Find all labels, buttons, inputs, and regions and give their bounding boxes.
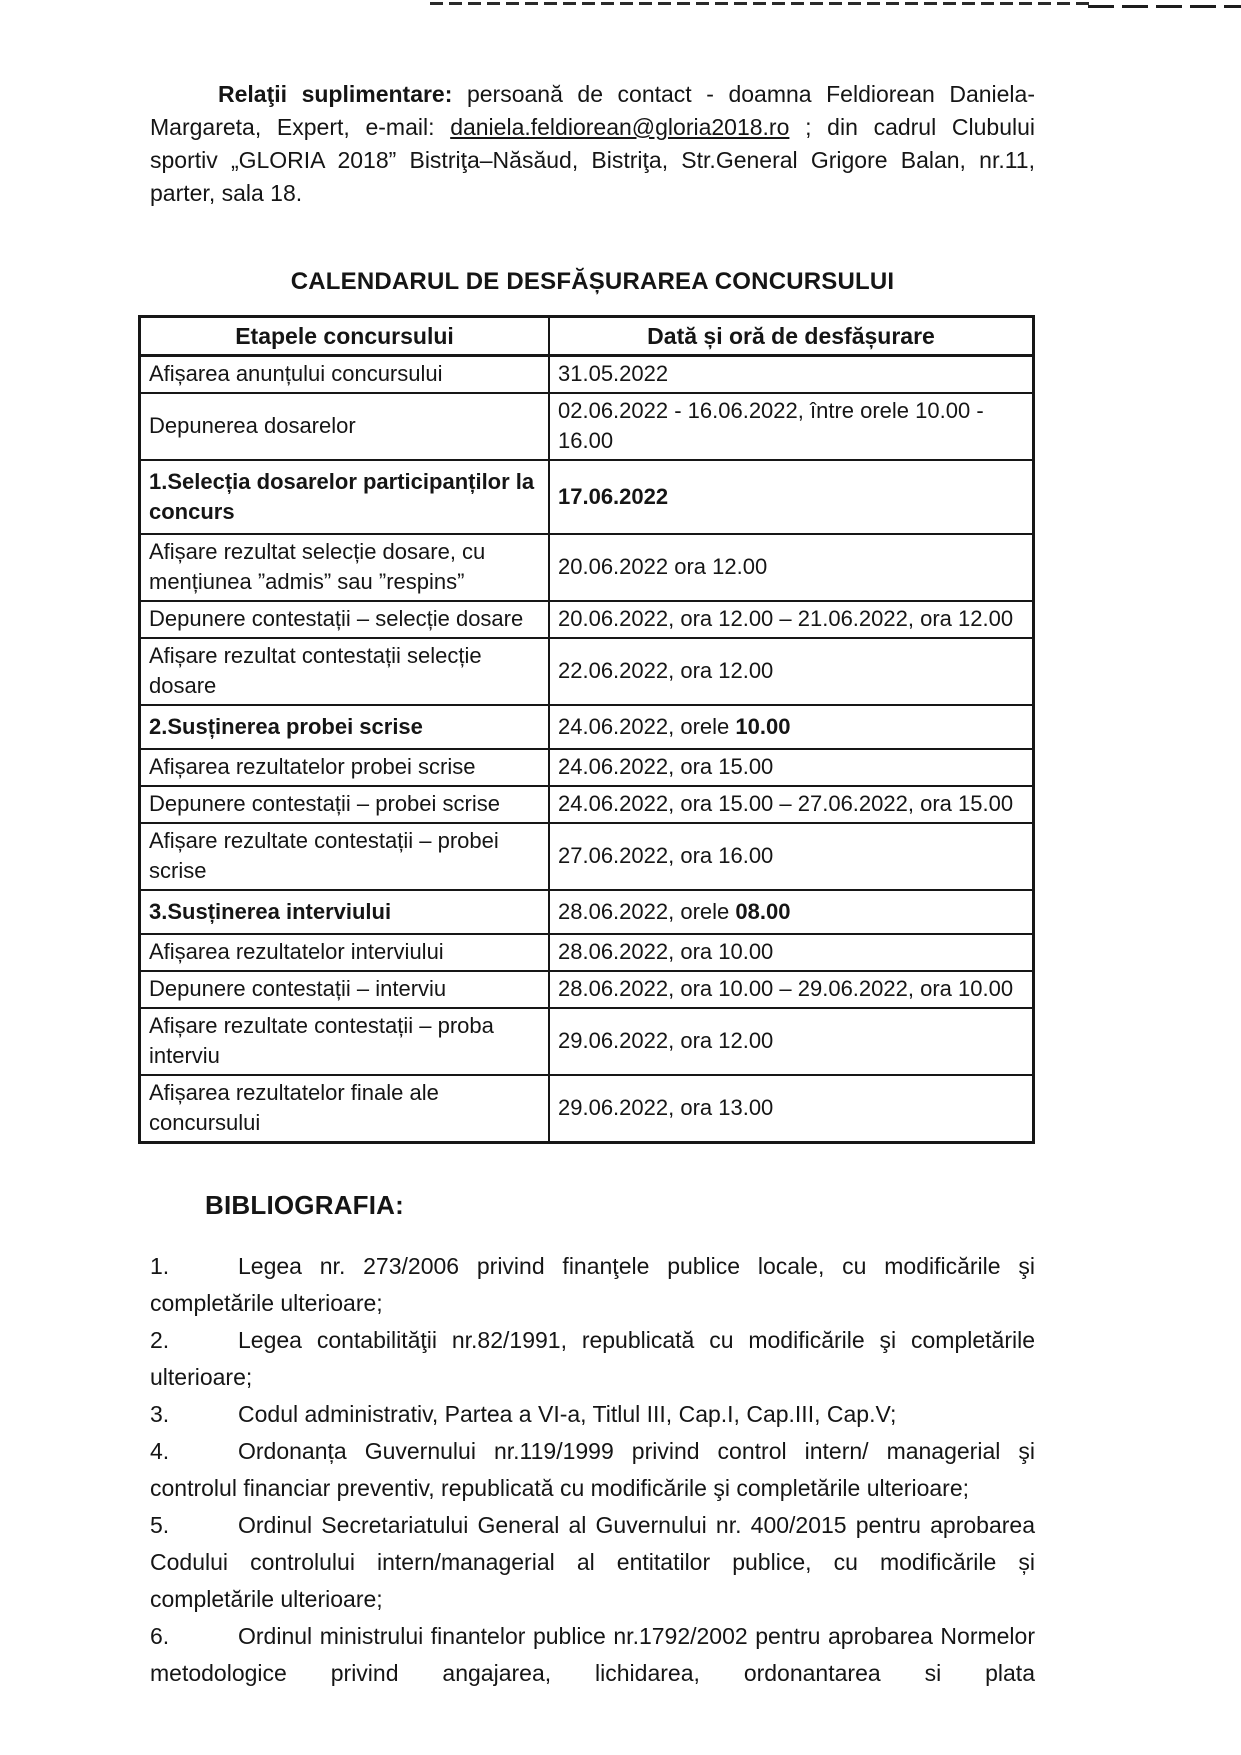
stage-cell: Afișarea rezultatelor finale ale concursului [140,1075,550,1143]
bibliography-item [150,1507,1035,1618]
bibliography-item-number: 6. [150,1623,170,1649]
date-text: 24.06.2022, ora 15.00 [558,754,774,779]
table-row [140,460,1034,534]
column-header-stages: Etapele concursului [140,317,550,356]
bibliography-item-text: Ordonanța Guvernului nr.119/1999 privind control intern/ managerial şi controlul financiar preventiv, republicată cu modificările şi completările ulterioare; [150,1438,1035,1501]
table-row [140,393,1034,460]
stage-cell: Afișarea anunțului concursului [140,356,550,394]
bibliography-item-text: Ordinul ministrului finantelor publice nr.1792/2002 pentru aprobarea Normelor metodologice privind angajarea, lichidarea, ordonantarea si plata [150,1623,1035,1686]
date-text: 29.06.2022, ora 13.00 [558,1095,774,1120]
stage-cell: 3.Susținerea interviului [140,890,550,934]
table-row [140,638,1034,705]
table-row [140,934,1034,971]
bibliography-item-text: Codul administrativ, Partea a VI-a, Titlul III, Cap.I, Cap.III, Cap.V; [238,1401,897,1427]
date-cell [549,749,1034,786]
date-cell [549,934,1034,971]
calendar-title: CALENDARUL DE DESFĂȘURAREA CONCURSULUI [290,268,895,295]
stage-cell: Depunere contestații – probei scrise [140,786,550,823]
date-cell [549,601,1034,638]
date-cell [549,971,1034,1008]
bibliography-item-text: Ordinul Secretariatului General al Guvernului nr. 400/2015 pentru aprobarea Codului controlului intern/managerial al entitatilor publice, cu modificările și completările ulterioare; [150,1512,1035,1612]
bibliography-item-number: 2. [150,1327,170,1353]
table-row [140,1008,1034,1075]
date-text: 28.06.2022, orele [558,899,736,924]
intro-text-before-email: persoană de contact - doamna Feldiorean Daniela-Margareta, Expert, e-mail: [150,81,1035,140]
table-row [140,601,1034,638]
stage-cell: Afișare rezultate contestații – proba interviu [140,1008,550,1075]
date-text: 24.06.2022, ora 15.00 – 27.06.2022, ora 15.00 [558,791,1014,816]
bibliography-item [150,1618,1035,1692]
intro-paragraph [150,78,1035,210]
bibliography-item [150,1433,1035,1507]
calendar-table [138,315,1035,1144]
bibliography-item-text: Legea contabilităţii nr.82/1991, republicată cu modificările şi completările ulterioare; [150,1327,1035,1390]
bibliography-item-number: 3. [150,1401,170,1427]
bibliography-item-number: 5. [150,1512,170,1538]
calendar-table-head [140,317,1034,356]
date-text: 22.06.2022, ora 12.00 [558,658,774,683]
intro-label: Relaţii suplimentare: [218,81,453,107]
table-row [140,890,1034,934]
calendar-table-body [140,356,1034,1143]
date-text: 29.06.2022, ora 12.00 [558,1028,774,1053]
date-cell [549,534,1034,601]
date-text: 20.06.2022, ora 12.00 – 21.06.2022, ora 12.00 [558,606,1014,631]
date-cell [549,890,1034,934]
date-cell [549,1075,1034,1143]
intro-text-after-email: ; din cadrul Clubului sportiv „GLORIA 2018” Bistriţa–Năsăud, Bistriţa, Str.General Grigore Balan, nr.11, parter, sala 18. [150,114,1036,206]
page-content [150,78,1035,1692]
bibliography-item-number: 4. [150,1438,170,1464]
date-cell [549,638,1034,705]
stage-cell: Afișarea rezultatelor interviului [140,934,550,971]
date-text: 17.06.2022 [558,484,669,509]
bibliography-item-text: Legea nr. 273/2006 privind finanţele publice locale, cu modificările şi completările ulterioare; [150,1253,1035,1316]
table-row [140,356,1034,394]
stage-cell: 2.Susținerea probei scrise [140,705,550,749]
stage-cell: Depunerea dosarelor [140,393,550,460]
column-header-date: Dată și oră de desfășurare [549,317,1034,356]
date-text: 31.05.2022 [558,361,669,386]
stage-cell: Depunere contestații – interviu [140,971,550,1008]
scan-artifact-line-2 [1088,5,1241,8]
stage-cell: Afișare rezultat selecție dosare, cu mențiunea ”admis” sau ”respins” [140,534,550,601]
bibliography-item [150,1396,1035,1433]
table-row [140,786,1034,823]
date-text: 20.06.2022 ora 12.00 [558,554,768,579]
date-cell [549,786,1034,823]
date-cell [549,1008,1034,1075]
date-text: 24.06.2022, orele [558,714,736,739]
date-bold-time: 10.00 [735,714,791,739]
table-row [140,534,1034,601]
stage-cell: Afișare rezultate contestații – probei scrise [140,823,550,890]
table-row [140,705,1034,749]
date-cell [549,356,1034,394]
date-bold-time: 08.00 [735,899,791,924]
bibliography-item-number: 1. [150,1253,170,1279]
bibliography-item [150,1248,1035,1322]
table-row [140,749,1034,786]
date-text: 28.06.2022, ora 10.00 [558,939,774,964]
bibliography-heading: BIBLIOGRAFIA: [205,1190,405,1220]
stage-cell: Afișarea rezultatelor probei scrise [140,749,550,786]
date-text: 28.06.2022, ora 10.00 – 29.06.2022, ora 10.00 [558,976,1014,1001]
table-row [140,823,1034,890]
date-text: 27.06.2022, ora 16.00 [558,843,774,868]
bibliography-list [150,1248,1035,1692]
bibliography-item [150,1322,1035,1396]
stage-cell: Depunere contestații – selecție dosare [140,601,550,638]
header-row [140,317,1034,356]
date-cell [549,460,1034,534]
stage-cell: Afișare rezultat contestații selecție dosare [140,638,550,705]
table-row [140,1075,1034,1143]
date-text: 02.06.2022 - 16.06.2022, între orele 10.00 - 16.00 [558,398,984,453]
scan-artifact-line [430,2,1090,5]
stage-cell: 1.Selecția dosarelor participanților la concurs [140,460,550,534]
contact-email-text: daniela.feldiorean@gloria2018.ro [450,114,790,140]
date-cell [549,823,1034,890]
table-row [140,971,1034,1008]
date-cell [549,393,1034,460]
date-cell [549,705,1034,749]
